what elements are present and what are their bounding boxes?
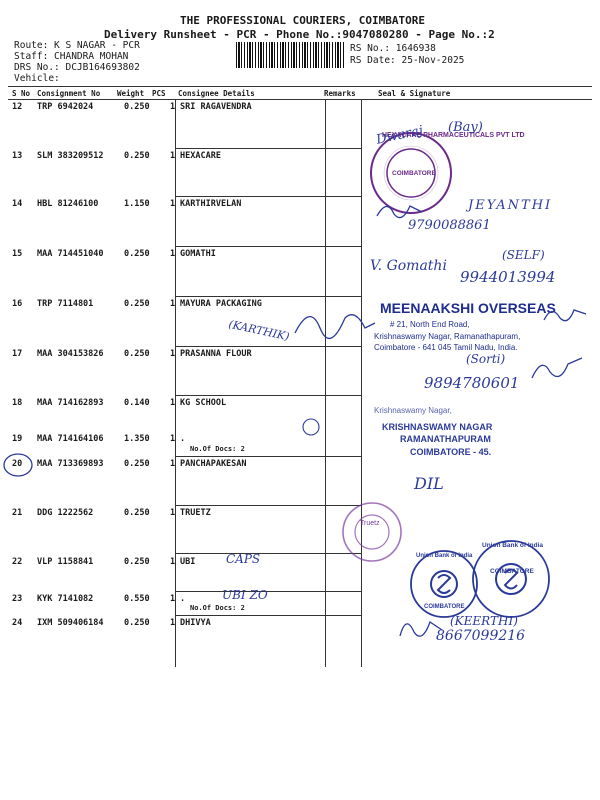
row-sno: 13 xyxy=(12,151,23,161)
handwritten-note: (KARTHIK) xyxy=(227,317,291,344)
row-separator xyxy=(175,296,361,297)
row-separator xyxy=(175,196,361,197)
row-docs-count: No.Of Docs: 2 xyxy=(190,445,245,453)
signature-scribble xyxy=(540,300,590,330)
row-separator xyxy=(175,456,361,457)
row-consignment: SLM 383209512 xyxy=(37,151,104,161)
handdrawn-circle xyxy=(2,452,34,478)
hexacare-seal-city: COIMBATORE xyxy=(392,170,436,177)
row-weight: 1.350 xyxy=(124,434,150,444)
row-weight: 0.250 xyxy=(124,349,150,359)
truetz-seal xyxy=(340,500,404,564)
meenaakshi-stamp-line: Coimbatore - 641 045 Tamil Nadu, India. xyxy=(374,343,518,352)
row-separator xyxy=(175,395,361,396)
meenaakshi-stamp-name: MEENAAKSHI OVERSEAS xyxy=(380,300,556,316)
row-consignment: MAA 714451040 xyxy=(37,249,104,259)
row-sno: 22 xyxy=(12,557,23,567)
row-consignee: KG SCHOOL xyxy=(180,398,227,408)
col-remarks: Remarks xyxy=(324,89,356,98)
union-bank-seal-text: Union Bank of India xyxy=(482,542,544,549)
runsheet-subtitle: Delivery Runsheet - PCR - Phone No.:9047080280 - Page No.:2 xyxy=(104,28,495,41)
row-consignment: HBL 81246100 xyxy=(37,199,99,209)
row-sno: 15 xyxy=(12,249,23,259)
row-sno: 24 xyxy=(12,618,23,628)
row-consignee: . xyxy=(180,434,186,444)
route-label: Route: K S NAGAR - PCR xyxy=(14,40,140,51)
handwritten-note: CAPS xyxy=(226,552,261,566)
row-weight: 0.250 xyxy=(124,459,150,469)
col-sno: S No xyxy=(12,89,31,98)
row-pcs: 1 xyxy=(170,508,176,518)
rs-number: RS No.: 1646938 xyxy=(350,43,436,54)
row-consignment: TRP 7114801 xyxy=(37,299,94,309)
rs-date: RS Date: 25-Nov-2025 xyxy=(350,55,465,66)
row-consignment: TRP 6942024 xyxy=(37,102,94,112)
handwritten-note: (SELF) xyxy=(502,248,545,262)
union-bank-seal-city: COIMBATORE xyxy=(490,568,534,575)
handdrawn-circle xyxy=(300,416,322,438)
row-consignee: KARTHIRVELAN xyxy=(180,199,242,209)
signature-scribble xyxy=(290,298,380,348)
row-separator xyxy=(175,591,361,592)
row-pcs: 1 xyxy=(170,151,176,161)
handwritten-note: UBI ZO xyxy=(222,588,268,602)
drs-label: DRS No.: DCJB164693802 xyxy=(14,62,140,73)
row-consignee: SRI RAGAVENDRA xyxy=(180,102,252,112)
row-consignee: MAYURA PACKAGING xyxy=(180,299,262,309)
meenaakshi-stamp-line: # 21, North End Road, xyxy=(390,320,470,329)
col-consignment: Consignment No xyxy=(37,89,101,98)
row-sno: 20 xyxy=(12,459,23,469)
row-consignment: KYK 7141082 xyxy=(37,594,94,604)
handwritten-name: (KEERTHI) xyxy=(450,614,518,628)
row-consignee: DHIVYA xyxy=(180,618,211,628)
consignee-column-line xyxy=(175,99,176,667)
row-consignment: MAA 714162893 xyxy=(37,398,104,408)
col-pcs: PCS xyxy=(152,89,166,98)
row-sno: 16 xyxy=(12,299,23,309)
signature-scribble xyxy=(528,350,588,390)
handwritten-phone: 9790088861 xyxy=(408,218,491,233)
hexacare-seal-text: HEXACARE PHARMACEUTICALS PVT LTD xyxy=(382,132,525,139)
row-sno: 23 xyxy=(12,594,23,604)
row-weight: 0.250 xyxy=(124,249,150,259)
row-consignment: MAA 714164106 xyxy=(37,434,104,444)
row-consignment: IXM 509406184 xyxy=(37,618,104,628)
row-consignment: DDG 1222562 xyxy=(37,508,94,518)
handwritten-note: (Sorti) xyxy=(466,352,506,366)
row-weight: 0.250 xyxy=(124,557,150,567)
handwritten-phone: 9894780601 xyxy=(424,374,520,392)
truetz-seal-text: Truetz xyxy=(360,520,380,527)
row-weight: 0.250 xyxy=(124,508,150,518)
company-title: THE PROFESSIONAL COURIERS, COIMBATORE xyxy=(180,14,426,27)
kg-stamp-line: COIMBATORE - 45. xyxy=(410,447,492,457)
row-weight: 0.550 xyxy=(124,594,150,604)
signature-scribble xyxy=(372,196,432,226)
col-weight: Weight xyxy=(117,89,145,98)
row-weight: 0.140 xyxy=(124,398,150,408)
row-sno: 12 xyxy=(12,102,23,112)
remarks-column-line xyxy=(325,99,326,667)
row-pcs: 1 xyxy=(170,434,176,444)
row-consignee: TRUETZ xyxy=(180,508,211,518)
row-consignee: . xyxy=(180,594,186,604)
handwritten-signature: Dwaraj xyxy=(374,123,425,148)
union-bank-seal-text: Union Bank of India xyxy=(416,553,473,559)
row-separator xyxy=(175,505,361,506)
row-consignee: PANCHAPAKESAN xyxy=(180,459,247,469)
staff-label: Staff: CHANDRA MOHAN xyxy=(14,51,129,62)
row-sno: 17 xyxy=(12,349,23,359)
row-pcs: 1 xyxy=(170,557,176,567)
union-bank-seal-city: COIMBATORE xyxy=(424,604,465,610)
kg-stamp-line: Krishnaswamy Nagar, xyxy=(374,406,452,415)
row-pcs: 1 xyxy=(170,249,176,259)
meenaakshi-stamp-line: Krishnaswamy Nagar, Ramanathapuram, xyxy=(374,332,521,341)
col-seal: Seal & Signature xyxy=(378,89,451,98)
handwritten-signature: DIL xyxy=(414,474,444,493)
row-sno: 19 xyxy=(12,434,23,444)
row-weight: 0.250 xyxy=(124,299,150,309)
barcode xyxy=(236,42,344,68)
handwritten-signature: V. Gomathi xyxy=(370,258,447,274)
row-pcs: 1 xyxy=(170,102,176,112)
row-pcs: 1 xyxy=(170,398,176,408)
row-consignee: PRASANNA FLOUR xyxy=(180,349,252,359)
handwritten-name: JEYANTHI xyxy=(468,198,553,213)
row-pcs: 1 xyxy=(170,459,176,469)
row-docs-count: No.Of Docs: 2 xyxy=(190,604,245,612)
row-separator xyxy=(175,615,361,616)
row-sno: 18 xyxy=(12,398,23,408)
row-consignment: MAA 304153826 xyxy=(37,349,104,359)
kg-stamp-line: RAMANATHAPURAM xyxy=(400,434,491,444)
handwritten-phone: 9944013994 xyxy=(460,268,556,286)
table-top-border xyxy=(8,86,592,87)
seal-column-line xyxy=(361,99,362,667)
row-pcs: 1 xyxy=(170,618,176,628)
row-consignee: GOMATHI xyxy=(180,249,216,259)
row-weight: 1.150 xyxy=(124,199,150,209)
handwritten-note: (Bay) xyxy=(448,120,483,135)
row-separator xyxy=(175,148,361,149)
vehicle-label: Vehicle: xyxy=(14,73,60,84)
handwritten-phone: 8667099216 xyxy=(436,628,526,644)
kg-stamp-line: KRISHNASWAMY NAGAR xyxy=(382,422,493,432)
row-separator xyxy=(175,246,361,247)
row-pcs: 1 xyxy=(170,299,176,309)
row-consignment: MAA 713369893 xyxy=(37,459,104,469)
row-consignee: HEXACARE xyxy=(180,151,221,161)
signature-scribble xyxy=(396,610,446,646)
row-pcs: 1 xyxy=(170,349,176,359)
row-weight: 0.250 xyxy=(124,151,150,161)
row-sno: 21 xyxy=(12,508,23,518)
row-sno: 14 xyxy=(12,199,23,209)
row-consignment: VLP 1158841 xyxy=(37,557,94,567)
row-weight: 0.250 xyxy=(124,618,150,628)
col-consignee: Consignee Details xyxy=(178,89,255,98)
table-header-border xyxy=(8,99,592,100)
row-pcs: 1 xyxy=(170,594,176,604)
row-weight: 0.250 xyxy=(124,102,150,112)
row-separator xyxy=(175,553,361,554)
union-bank-seal xyxy=(470,538,552,620)
row-pcs: 1 xyxy=(170,199,176,209)
row-consignee: UBI xyxy=(180,557,196,567)
